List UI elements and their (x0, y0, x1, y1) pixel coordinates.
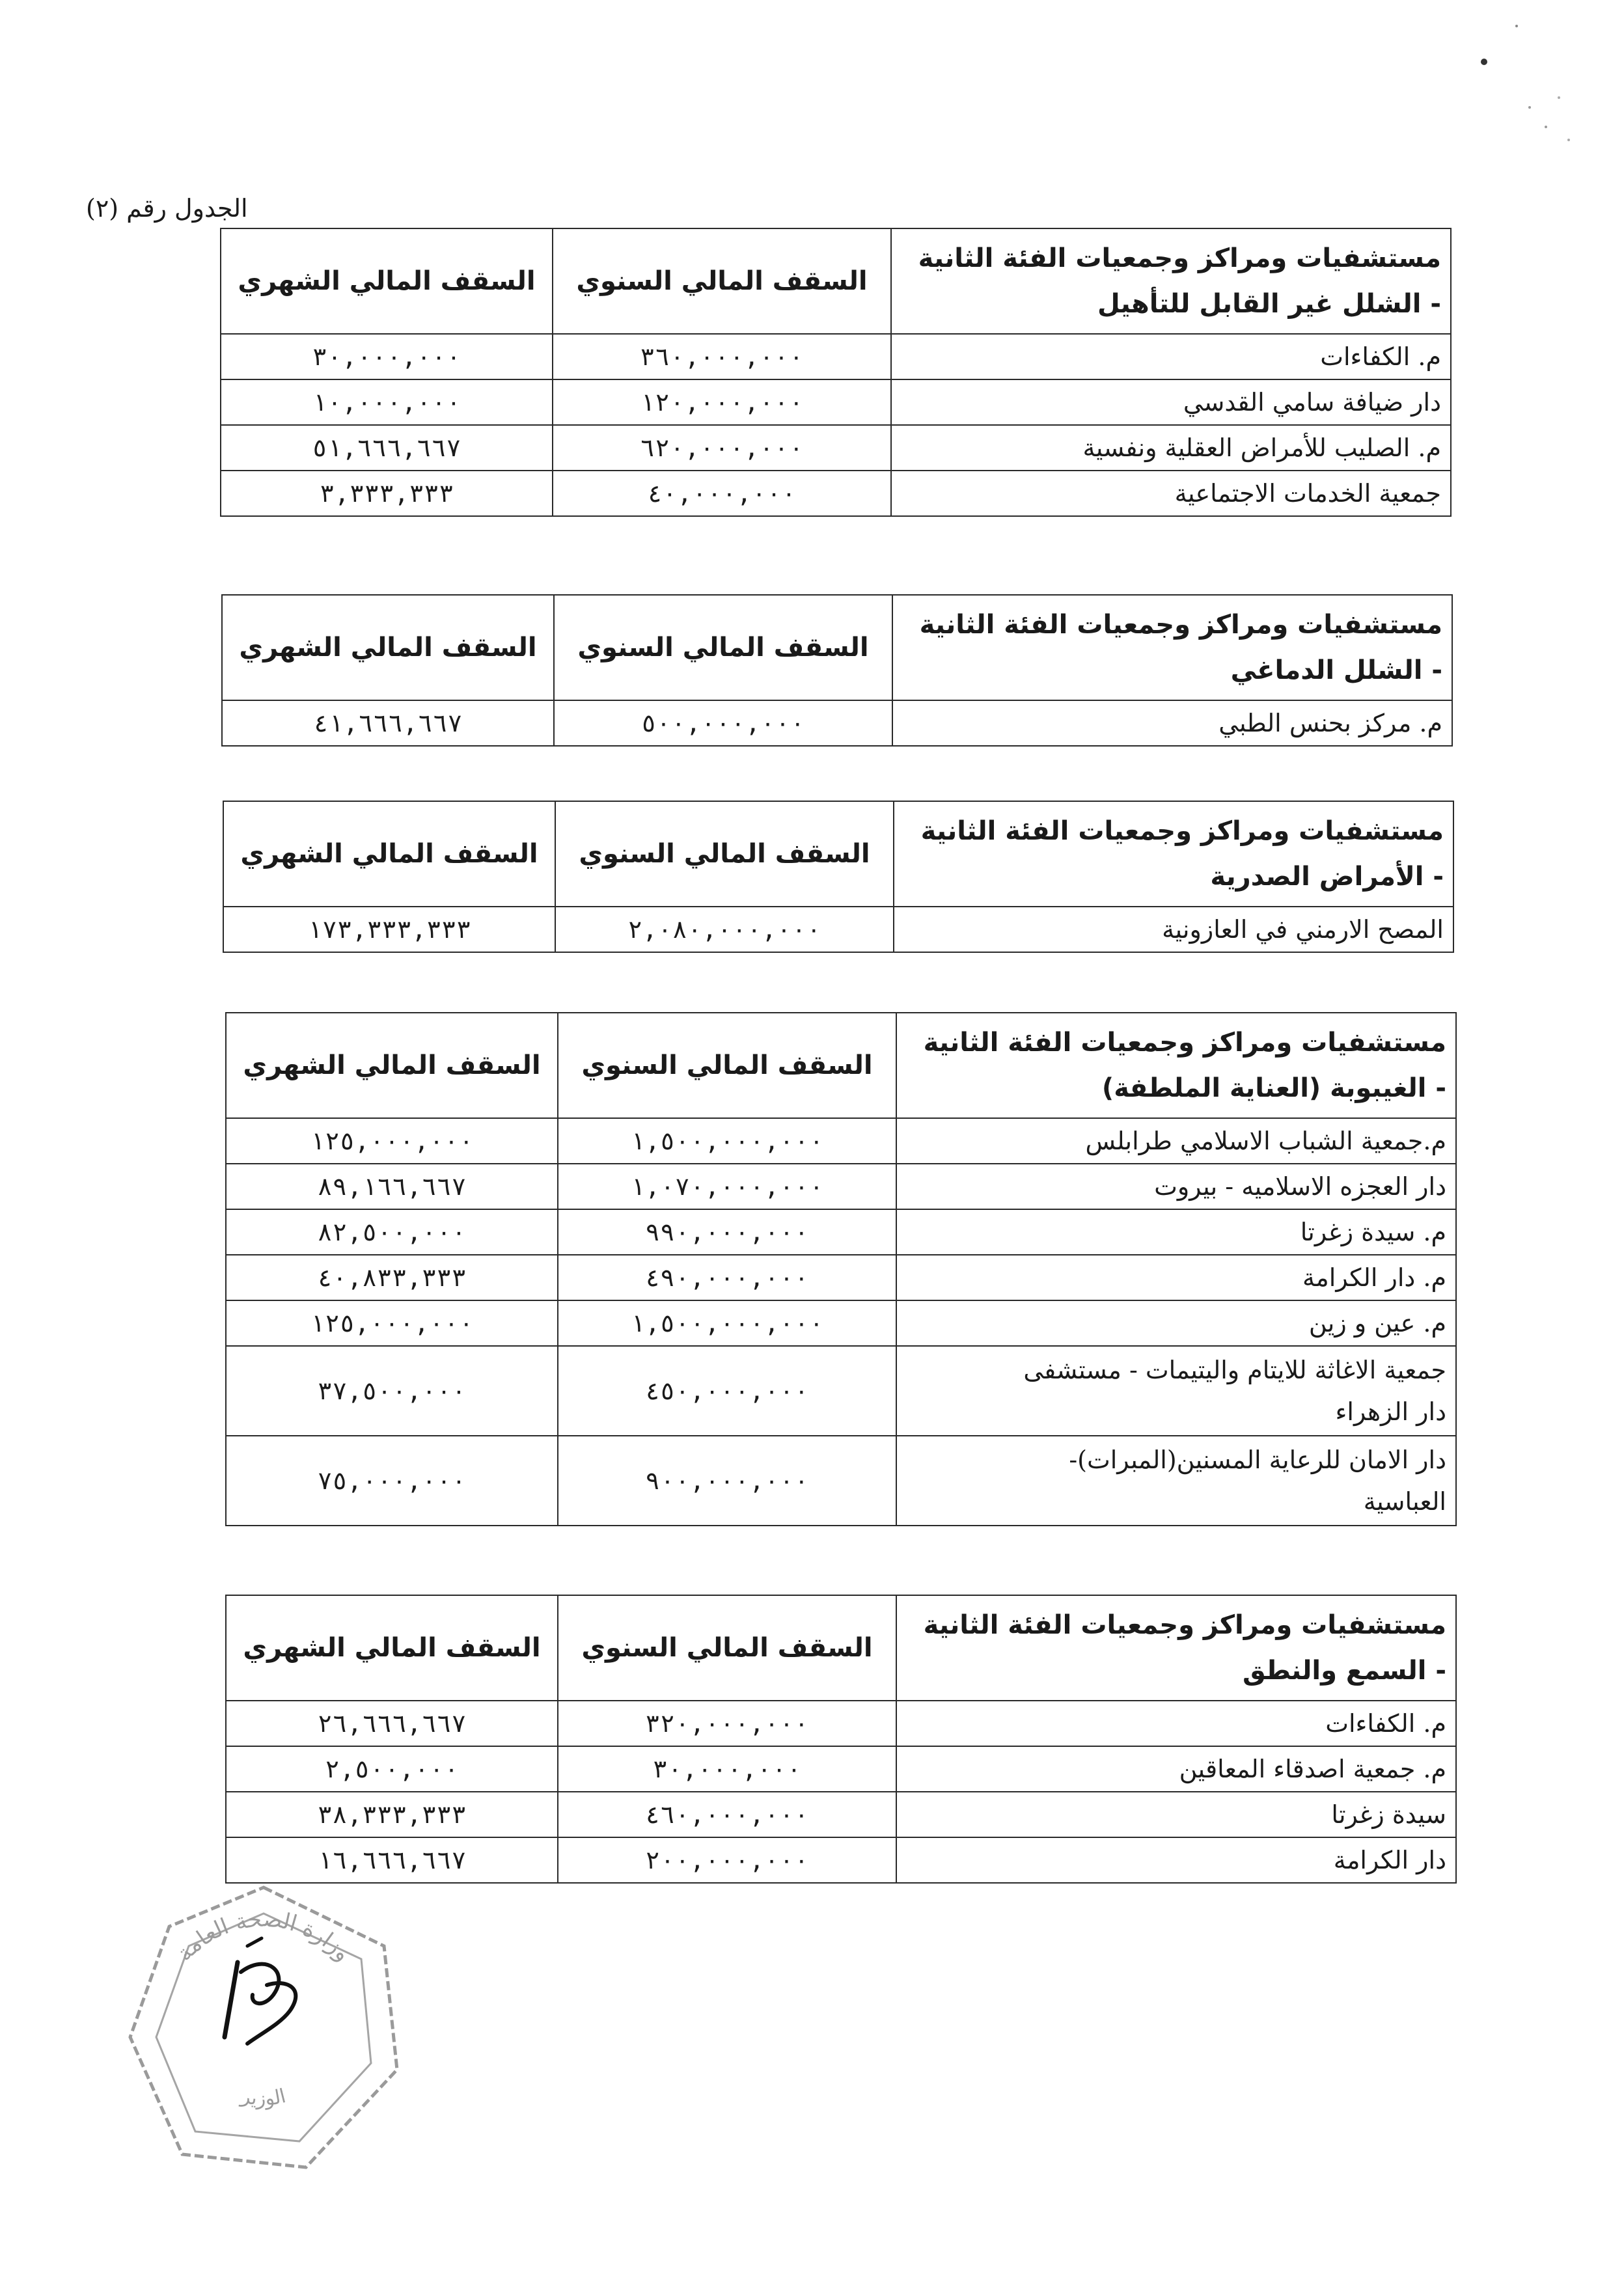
row-monthly: ١٦,٦٦٦,٦٦٧ (226, 1837, 558, 1883)
row-name: م. الكفاءات (891, 334, 1451, 379)
row-monthly: ٣٨,٣٣٣,٣٣٣ (226, 1792, 558, 1837)
col-monthly-header: السقف المالي الشهري (226, 1595, 558, 1701)
table-row (222, 700, 1452, 746)
row-annual: ٣٠,٠٠٠,٠٠٠ (558, 1746, 896, 1792)
handwritten-signature (225, 1938, 296, 2044)
row-name: م. سيدة زغرتا (896, 1209, 1456, 1255)
col-annual-header: السقف المالي السنوي (558, 1013, 896, 1118)
table-coma-palliative (225, 1012, 1457, 1526)
table-paralysis-non-rehab (220, 228, 1452, 517)
row-name-line1: جمعية الاغاثة للايتام واليتيمات - مستشفى (1023, 1356, 1446, 1384)
row-monthly: ٣٠,٠٠٠,٠٠٠ (221, 334, 553, 379)
row-annual: ١,٠٧٠,٠٠٠,٠٠٠ (558, 1164, 896, 1209)
row-annual: ١,٥٠٠,٠٠٠,٠٠٠ (558, 1118, 896, 1164)
row-name: م. جمعية اصدقاء المعاقين (896, 1746, 1456, 1792)
scan-specks (0, 0, 1624, 195)
row-annual: ٦٢٠,٠٠٠,٠٠٠ (553, 425, 891, 471)
table-title (891, 228, 1451, 334)
row-annual: ٩٩٠,٠٠٠,٠٠٠ (558, 1209, 896, 1255)
table-number-label: الجدول رقم (٢) (86, 194, 248, 223)
col-annual-header: السقف المالي السنوي (554, 595, 892, 700)
table-row (221, 425, 1451, 471)
row-monthly: ١٠,٠٠٠,٠٠٠ (221, 379, 553, 425)
row-annual: ٣٢٠,٠٠٠,٠٠٠ (558, 1701, 896, 1746)
row-annual: ١٢٠,٠٠٠,٠٠٠ (553, 379, 891, 425)
row-monthly: ٤١,٦٦٦,٦٦٧ (222, 700, 554, 746)
table-title-line1: مستشفيات ومراكز وجمعيات الفئة الثانية (920, 816, 1444, 846)
table-title-line1: مستشفيات ومراكز وجمعيات الفئة الثانية (923, 1610, 1446, 1640)
row-monthly: ٢٦,٦٦٦,٦٦٧ (226, 1701, 558, 1746)
row-monthly: ٧٥,٠٠٠,٠٠٠ (226, 1436, 558, 1526)
table-row (226, 1300, 1456, 1346)
row-name-line2: دار الزهراء (1335, 1397, 1446, 1426)
row-annual: ٤٩٠,٠٠٠,٠٠٠ (558, 1255, 896, 1300)
row-monthly: ٨٩,١٦٦,٦٦٧ (226, 1164, 558, 1209)
row-annual: ٢٠٠,٠٠٠,٠٠٠ (558, 1837, 896, 1883)
table-title-line1: مستشفيات ومراكز وجمعيات الفئة الثانية (919, 610, 1442, 640)
row-name-line2: العباسية (1363, 1487, 1446, 1516)
col-monthly-header: السقف المالي الشهري (222, 595, 554, 700)
table-row (226, 1346, 1456, 1436)
table-row (221, 379, 1451, 425)
table-title (894, 801, 1453, 907)
table-title-line2: - الغيبوبة (العناية الملطفة) (1101, 1073, 1446, 1103)
col-monthly-header: السقف المالي الشهري (221, 228, 553, 334)
table-row (221, 471, 1451, 516)
row-name: م. الكفاءات (896, 1701, 1456, 1746)
table-row (226, 1792, 1456, 1837)
row-annual: ٤٦٠,٠٠٠,٠٠٠ (558, 1792, 896, 1837)
row-monthly: ٤٠,٨٣٣,٣٣٣ (226, 1255, 558, 1300)
row-annual: ٥٠٠,٠٠٠,٠٠٠ (554, 700, 892, 746)
table-header-row (221, 228, 1451, 334)
table-title-line1: مستشفيات ومراكز وجمعيات الفئة الثانية (923, 1028, 1446, 1058)
row-name: جمعية الخدمات الاجتماعية (891, 471, 1451, 516)
table-title (896, 1013, 1456, 1118)
row-name: م. الصليب للأمراض العقلية ونفسية (891, 425, 1451, 471)
row-name: م. عين و زين (896, 1300, 1456, 1346)
row-annual: ٩٠٠,٠٠٠,٠٠٠ (558, 1436, 896, 1526)
table-title-line2: - الشلل الدماغي (1230, 655, 1442, 685)
row-annual: ٣٦٠,٠٠٠,٠٠٠ (553, 334, 891, 379)
table-row (226, 1701, 1456, 1746)
table-row (221, 334, 1451, 379)
table-header-row (226, 1013, 1456, 1118)
table-chest-diseases (223, 801, 1454, 953)
table-title-line2: - الأمراض الصدرية (1210, 862, 1444, 892)
row-name-line1: دار الامان للرعاية المسنين(المبرات)- (1069, 1446, 1446, 1474)
col-monthly-header: السقف المالي الشهري (223, 801, 555, 907)
row-name: م. دار الكرامة (896, 1255, 1456, 1300)
row-name: دار الكرامة (896, 1837, 1456, 1883)
row-monthly: ١٧٣,٣٣٣,٣٣٣ (223, 907, 555, 952)
official-stamp (111, 1874, 417, 2180)
row-monthly: ٣٧,٥٠٠,٠٠٠ (226, 1346, 558, 1436)
row-name: دار العجزه الاسلاميه - بيروت (896, 1164, 1456, 1209)
row-monthly: ٣,٣٣٣,٣٣٣ (221, 471, 553, 516)
table-title-line1: مستشفيات ومراكز وجمعيات الفئة الثانية (918, 243, 1441, 273)
row-name (896, 1346, 1456, 1436)
row-name: دار ضيافة سامي القدسي (891, 379, 1451, 425)
row-name: م. مركز بحنس الطبي (892, 700, 1452, 746)
table-row (223, 907, 1453, 952)
table-row (226, 1118, 1456, 1164)
row-name (896, 1436, 1456, 1526)
table-title-line2: - السمع والنطق (1243, 1656, 1446, 1686)
row-monthly: ١٢٥,٠٠٠,٠٠٠ (226, 1300, 558, 1346)
table-row (226, 1255, 1456, 1300)
table-row (226, 1436, 1456, 1526)
table-row (226, 1209, 1456, 1255)
col-annual-header: السقف المالي السنوي (553, 228, 891, 334)
row-monthly: ٨٢,٥٠٠,٠٠٠ (226, 1209, 558, 1255)
row-annual: ٤٠,٠٠٠,٠٠٠ (553, 471, 891, 516)
table-hearing-speech (225, 1595, 1457, 1884)
table-header-row (222, 595, 1452, 700)
col-annual-header: السقف المالي السنوي (555, 801, 894, 907)
row-monthly: ١٢٥,٠٠٠,٠٠٠ (226, 1118, 558, 1164)
row-name: م.جمعية الشباب الاسلامي طرابلس (896, 1118, 1456, 1164)
row-name: سيدة زغرتا (896, 1792, 1456, 1837)
table-title (892, 595, 1452, 700)
row-annual: ١,٥٠٠,٠٠٠,٠٠٠ (558, 1300, 896, 1346)
row-annual: ٢,٠٨٠,٠٠٠,٠٠٠ (555, 907, 894, 952)
table-header-row (226, 1595, 1456, 1701)
stamp-text-bottom: الوزير (239, 2085, 288, 2111)
table-row (226, 1746, 1456, 1792)
row-annual: ٤٥٠,٠٠٠,٠٠٠ (558, 1346, 896, 1436)
table-row (226, 1164, 1456, 1209)
table-title (896, 1595, 1456, 1701)
table-header-row (223, 801, 1453, 907)
col-annual-header: السقف المالي السنوي (558, 1595, 896, 1701)
table-cerebral-palsy (221, 594, 1453, 747)
row-monthly: ٥١,٦٦٦,٦٦٧ (221, 425, 553, 471)
stamp-text-top: وزارة الصحة العامة (171, 1906, 356, 1967)
col-monthly-header: السقف المالي الشهري (226, 1013, 558, 1118)
table-title-line2: - الشلل غير القابل للتأهيل (1097, 289, 1441, 319)
row-name: المصح الارمني في العازونية (894, 907, 1453, 952)
row-monthly: ٢,٥٠٠,٠٠٠ (226, 1746, 558, 1792)
